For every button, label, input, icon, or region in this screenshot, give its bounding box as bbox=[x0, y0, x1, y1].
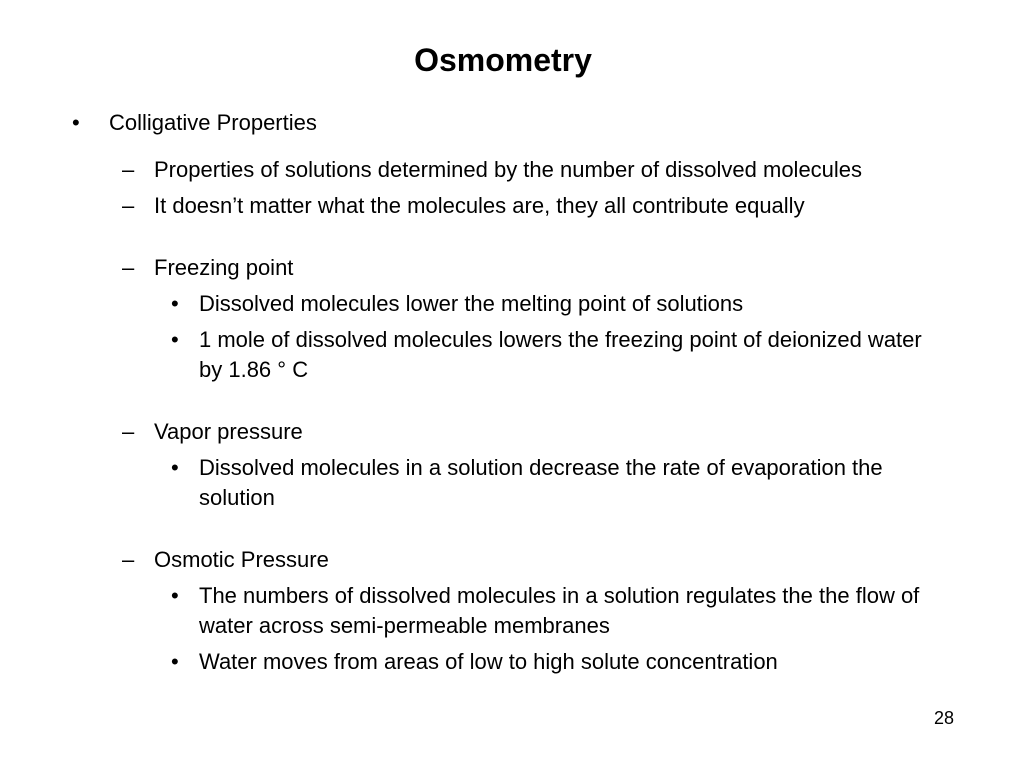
bullet-marker: • bbox=[171, 583, 179, 608]
dash-marker: – bbox=[122, 547, 135, 572]
sub-bullet-text: Properties of solutions determined by the number of dissolved molecules bbox=[154, 157, 863, 182]
page-number: 28 bbox=[934, 708, 955, 728]
sub-bullet-freezing-point bbox=[70, 253, 930, 283]
sub-bullet-definition bbox=[70, 155, 930, 185]
dash-marker: – bbox=[122, 419, 135, 444]
dash-marker: – bbox=[122, 193, 135, 218]
sub-bullet-equal-contribution bbox=[70, 191, 930, 221]
bullet-marker: • bbox=[171, 291, 179, 316]
bullet-marker: • bbox=[171, 455, 179, 480]
detail-text: Water moves from areas of low to high solute concentration bbox=[199, 649, 778, 674]
sub-bullet-text: Freezing point bbox=[154, 255, 294, 280]
slide-content bbox=[70, 108, 930, 683]
bullet-colligative-properties bbox=[70, 108, 930, 138]
sub-bullet-vapor-pressure bbox=[70, 417, 930, 447]
sub-bullet-text: Osmotic Pressure bbox=[154, 547, 329, 572]
dash-marker: – bbox=[122, 255, 135, 280]
bullet-marker: • bbox=[171, 649, 179, 674]
bullet-text: Colligative Properties bbox=[109, 110, 317, 135]
detail-text: The numbers of dissolved molecules in a solution regulates the the flow of water across semi-permeable membranes bbox=[199, 583, 920, 638]
detail-text: Dissolved molecules lower the melting point of solutions bbox=[199, 291, 744, 316]
detail-freezing-mole bbox=[70, 325, 930, 385]
sub-bullet-osmotic-pressure bbox=[70, 545, 930, 575]
sub-bullet-text: It doesn’t matter what the molecules are, they all contribute equally bbox=[154, 193, 805, 218]
sub-bullet-text: Vapor pressure bbox=[154, 419, 303, 444]
slide-title: Osmometry bbox=[414, 42, 592, 78]
detail-osmotic-water-movement bbox=[70, 647, 930, 677]
detail-text: Dissolved molecules in a solution decrease the rate of evaporation the solution bbox=[199, 455, 883, 510]
bullet-marker: • bbox=[171, 327, 179, 352]
detail-freezing-melting bbox=[70, 289, 930, 319]
dash-marker: – bbox=[122, 157, 135, 182]
detail-text: 1 mole of dissolved molecules lowers the freezing point of deionized water by 1.86 ° C bbox=[199, 327, 922, 382]
bullet-marker: • bbox=[72, 110, 80, 135]
detail-osmotic-regulation bbox=[70, 581, 930, 641]
detail-vapor-evaporation bbox=[70, 453, 930, 513]
